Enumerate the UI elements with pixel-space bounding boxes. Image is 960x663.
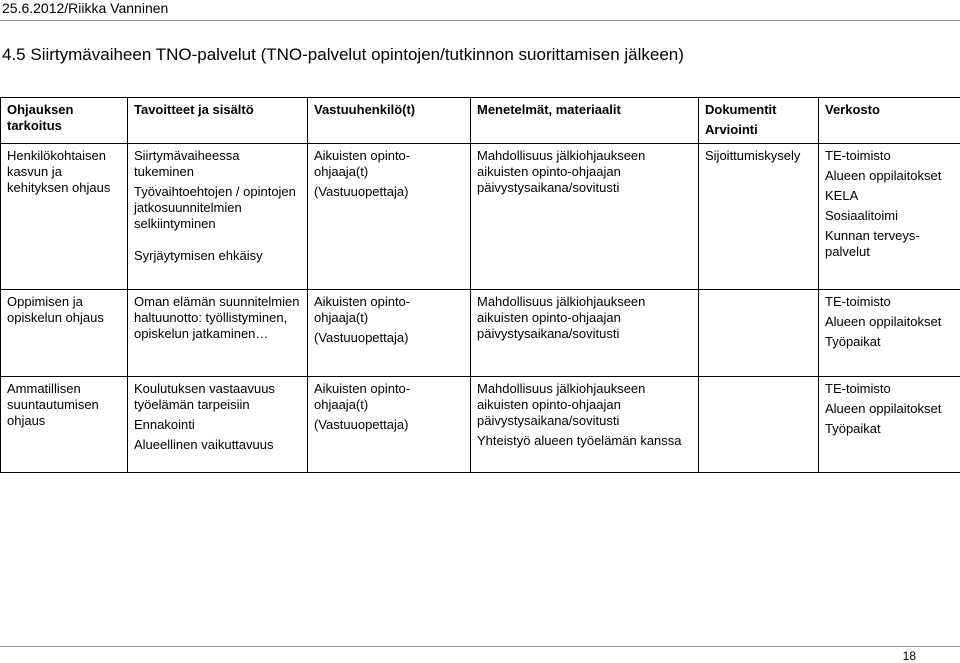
header-network: Verkosto bbox=[819, 98, 960, 144]
cell-purpose: Oppimisen ja opiskelun ohjaus bbox=[1, 290, 128, 377]
header-divider bbox=[0, 20, 960, 21]
table-row bbox=[1, 290, 960, 377]
cell-purpose: Ammatillisen suuntautumisen ohjaus bbox=[1, 377, 128, 473]
cell-documents: Sijoittumiskysely bbox=[699, 144, 819, 290]
header-responsible: Vastuuhenkilö(t) bbox=[308, 98, 471, 144]
table-header-row bbox=[1, 98, 960, 144]
header-documents: Dokumentit Arviointi bbox=[699, 98, 819, 144]
cell-methods: Mahdollisuus jälkiohjaukseen aikuisten opinto-ohjaajan päivystysaikana/sovitusti bbox=[471, 290, 699, 377]
cell-goals: Koulutuksen vastaavuus työelämän tarpeisiin Ennakointi Alueellinen vaikuttavuus bbox=[128, 377, 308, 473]
cell-responsible: Aikuisten opinto-ohjaaja(t) (Vastuuopettaja) bbox=[308, 290, 471, 377]
cell-purpose: Henkilökohtaisen kasvun ja kehityksen ohjaus bbox=[1, 144, 128, 290]
cell-methods: Mahdollisuus jälkiohjaukseen aikuisten opinto-ohjaajan päivystysaikana/sovitusti bbox=[471, 144, 699, 290]
cell-documents bbox=[699, 377, 819, 473]
cell-responsible: Aikuisten opinto-ohjaaja(t) (Vastuuopettaja) bbox=[308, 377, 471, 473]
cell-goals: Siirtymävaiheessa tukeminen Työvaihtoehtojen / opintojen jatkosuunnitelmien selkiintyminen Syrjäytymisen ehkäisy bbox=[128, 144, 308, 290]
section-title: 4.5 Siirtymävaiheen TNO-palvelut (TNO-palvelut opintojen/tutkinnon suorittamisen jälkeen) bbox=[2, 45, 684, 64]
header-purpose: Ohjauksen tarkoitus bbox=[1, 98, 128, 144]
table-row bbox=[1, 144, 960, 290]
cell-network: TE-toimisto Alueen oppilaitokset KELA Sosiaalitoimi Kunnan terveys-palvelut bbox=[819, 144, 960, 290]
footer-divider bbox=[0, 646, 960, 647]
cell-goals: Oman elämän suunnitelmien haltuunotto: työllistyminen, opiskelun jatkaminen… bbox=[128, 290, 308, 377]
page-number: 18 bbox=[902, 649, 916, 663]
cell-methods: Mahdollisuus jälkiohjaukseen aikuisten opinto-ohjaajan päivystysaikana/sovitusti Yhteistyö alueen työelämän kanssa bbox=[471, 377, 699, 473]
cell-network: TE-toimisto Alueen oppilaitokset Työpaikat bbox=[819, 290, 960, 377]
cell-responsible: Aikuisten opinto-ohjaaja(t) (Vastuuopettaja) bbox=[308, 144, 471, 290]
guidance-plan-table bbox=[0, 97, 960, 473]
header-date-author: 25.6.2012/Riikka Vanninen bbox=[2, 0, 169, 16]
header-goals: Tavoitteet ja sisältö bbox=[128, 98, 308, 144]
table-row bbox=[1, 377, 960, 473]
header-methods: Menetelmät, materiaalit bbox=[471, 98, 699, 144]
cell-network: TE-toimisto Alueen oppilaitokset Työpaikat bbox=[819, 377, 960, 473]
cell-documents bbox=[699, 290, 819, 377]
